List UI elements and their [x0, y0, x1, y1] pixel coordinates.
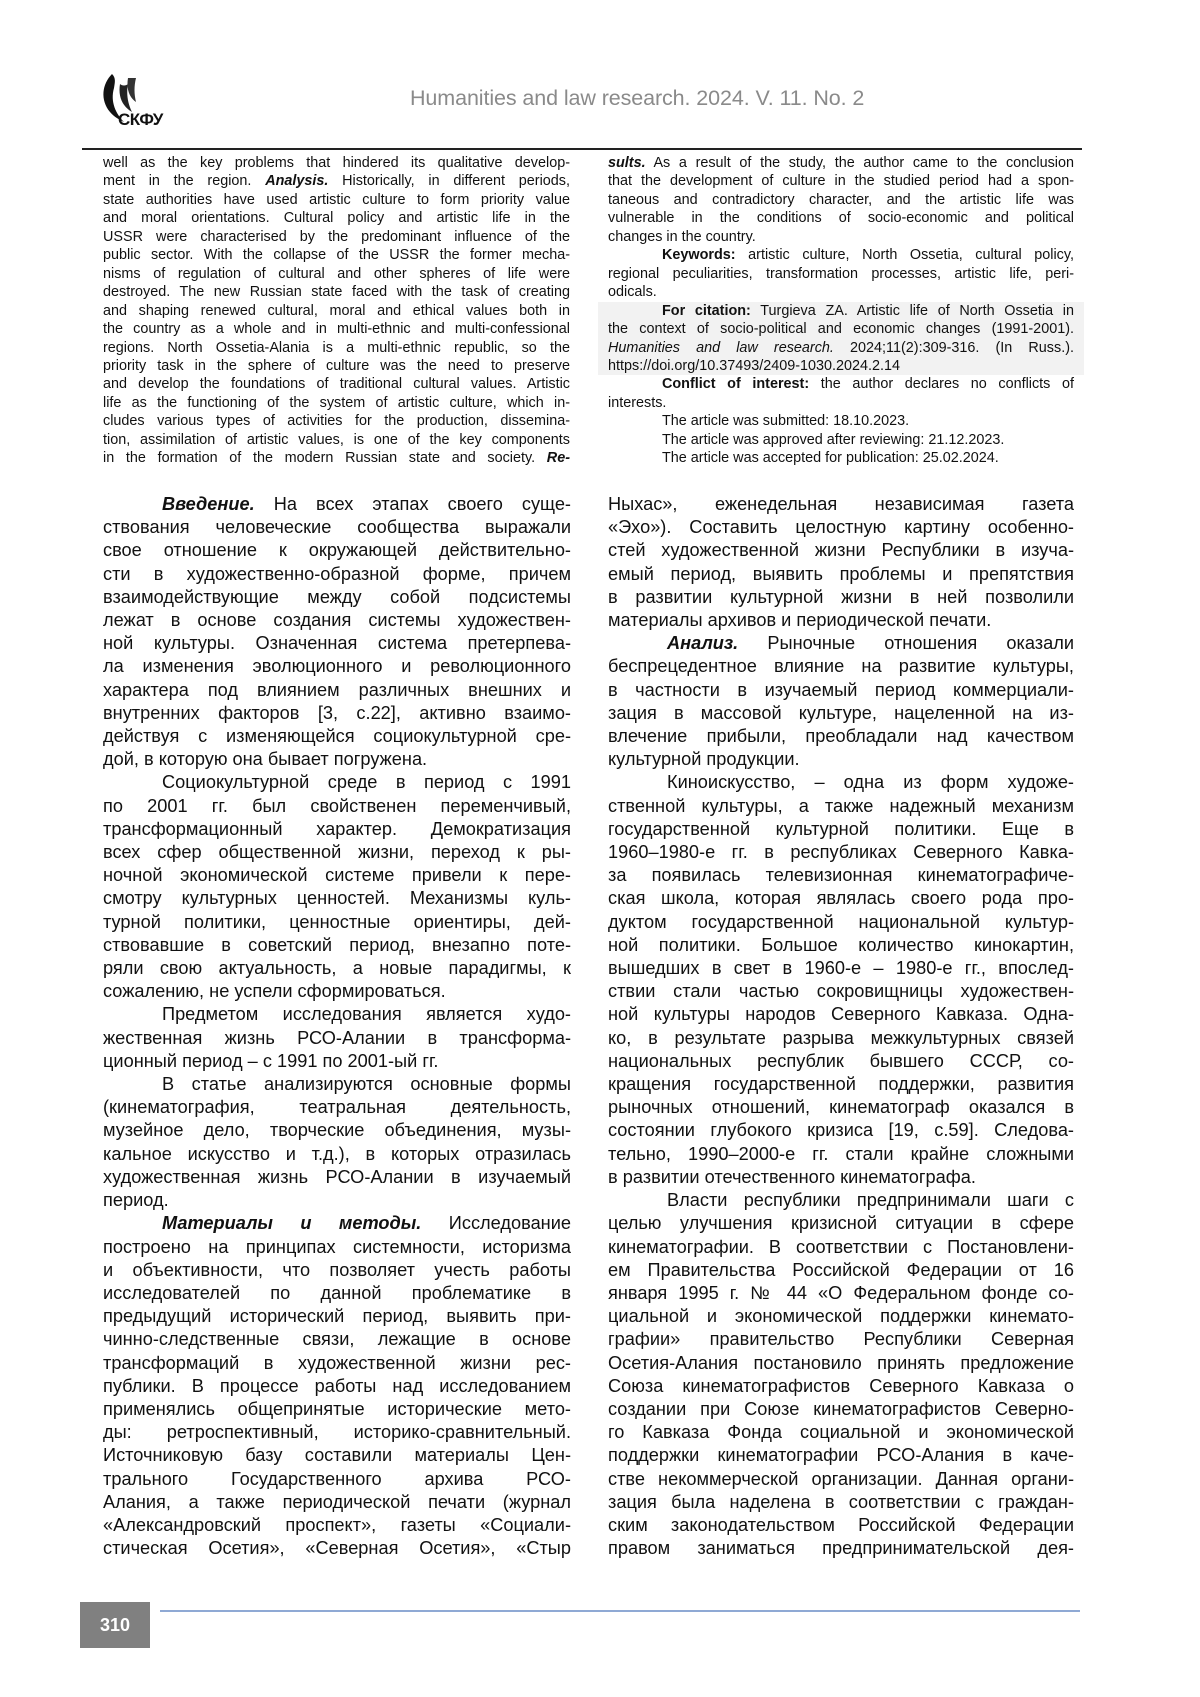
text-line: interests.	[608, 394, 1074, 412]
text-line: ной культуры. Означенная система претерпева-	[103, 632, 571, 655]
text-line: The article was submitted: 18.10.2023.	[608, 412, 1074, 430]
text-line: state authorities have used artistic culture to form priority value	[103, 191, 570, 209]
text-line: Источниковую базу составили материалы Цен-	[103, 1444, 571, 1467]
paragraph	[608, 1189, 1074, 1560]
text-line: влечение прибыли, преобладали над качеством	[608, 725, 1074, 748]
text-line: государственной культурной политики. Еще в	[608, 818, 1074, 841]
text-line: ко, в результате разрыва межкультурных связей	[608, 1027, 1074, 1050]
text-line: циальной и экономической поддержки кинемато-	[608, 1305, 1074, 1328]
text-line: предыдущий исторический период, выявить при-	[103, 1305, 571, 1328]
text-line: vulnerable in the conditions of socio-economic and political	[608, 209, 1074, 227]
text-line: емый период, выявить проблемы и препятствия	[608, 563, 1074, 586]
header-divider	[82, 148, 1082, 150]
text-line: ла изменения эволюционного и революционного	[103, 655, 571, 678]
text-line: priority task in the sphere of culture was the need to preserve	[103, 357, 570, 375]
text-line: материалы архивов и периодической печати.	[608, 609, 1074, 632]
paragraph	[103, 771, 571, 1003]
text-line: Предметом исследования является худо-	[103, 1003, 571, 1026]
text-line: «Эхо»). Составить целостную картину особенно-	[608, 516, 1074, 539]
paragraph	[608, 632, 1074, 771]
text-line: that the development of culture in the studied period had a spon-	[608, 172, 1074, 190]
paragraph	[103, 493, 571, 771]
text-line: состоянии глубокого кризиса [19, с.59]. Следова-	[608, 1119, 1074, 1142]
paragraph	[608, 375, 1074, 412]
paragraph	[608, 246, 1074, 301]
bold-heading: Материалы и методы.	[162, 1213, 421, 1233]
text-line: cludes various types of activities for the production, dissemina-	[103, 412, 570, 430]
text-line: taneous and contradictory character, and the artistic life was	[608, 191, 1074, 209]
text-line: публики. В процессе работы над исследованием	[103, 1375, 571, 1398]
text-line: зация была наделена в соответствии с граждан-	[608, 1491, 1074, 1514]
text-line: ствии стали частью сокровищницы художествен-	[608, 980, 1074, 1003]
text-line: культурной продукции.	[608, 748, 1074, 771]
body-right-column	[608, 493, 1074, 1560]
text-line: ной культуры народов Северного Кавказа. Одна-	[608, 1003, 1074, 1026]
text-line: национальных республик бывшего СССР, со-	[608, 1050, 1074, 1073]
body-left-column	[103, 493, 571, 1560]
text-line: ряли свою актуальность, а новые парадигмы, к	[103, 957, 571, 980]
text-line: кинематографии. В соответствии с Постановлени-	[608, 1236, 1074, 1259]
text-line: внутренних факторов [3, с.22], активно взаимо-	[103, 702, 571, 725]
text-line: ment in the region. Analysis. Historically, in different periods,	[103, 172, 570, 190]
text-line: sults. As a result of the study, the author came to the conclusion	[608, 154, 1074, 172]
text-line: января 1995 г. № 44 «О Федеральном фонде со-	[608, 1282, 1074, 1305]
text-line: «Александровский проспект», газеты «Социали-	[103, 1514, 571, 1537]
text-line: Ныхас», еженедельная независимая газета	[608, 493, 1074, 516]
text-line: свое отношение к окружающей действительно-	[103, 539, 571, 562]
text-line: Алания, а также периодической печати (журнал	[103, 1491, 571, 1514]
text-line: характера под влиянием различных внешних и	[103, 679, 571, 702]
text-line: changes in the country.	[608, 228, 1074, 246]
text-line: destroyed. The new Russian state faced with the task of creating	[103, 283, 570, 301]
text-line: tion, assimilation of artistic values, is one of the key components	[103, 431, 570, 449]
text-line: стве некоммерческой организации. Данная органи-	[608, 1468, 1074, 1491]
text-line: и объективности, что позволяет учесть работы	[103, 1259, 571, 1282]
abstract-left-column	[103, 154, 570, 468]
text-line: взаимодействующие между собой подсистемы	[103, 586, 571, 609]
text-line: создании при Союзе кинематографистов Северно-	[608, 1398, 1074, 1421]
footer-divider	[160, 1610, 1080, 1612]
text-line: Conflict of interest: the author declares no conflicts of	[608, 375, 1074, 393]
text-line: дуктом государственной национальной культур-	[608, 911, 1074, 934]
text-line: odicals.	[608, 283, 1074, 301]
text-line: ем Правительства Российской Федерации от 16	[608, 1259, 1074, 1282]
text-line: правом заниматься предпринимательской дея-	[608, 1537, 1074, 1560]
bold-heading: Введение.	[162, 494, 255, 514]
text-line: тельно, 1990–2000-е гг. стали крайне сложными	[608, 1143, 1074, 1166]
paragraph	[103, 154, 570, 468]
text-line: действуя с изменяющейся социокультурной сре-	[103, 725, 571, 748]
text-line: Humanities and law research. 2024;11(2):309-316. (In Russ.).	[608, 339, 1074, 357]
text-line: стей художественной жизни Республики в изуча-	[608, 539, 1074, 562]
paragraph	[103, 1003, 571, 1073]
bold-heading: Re-	[547, 450, 570, 466]
text-line: турной политики, ценностные ориентиры, дей-	[103, 911, 571, 934]
text-line: Материалы и методы. Исследование	[103, 1212, 571, 1235]
text-line: поддержки кинематографии РСО-Алания в каче-	[608, 1444, 1074, 1467]
text-line: исследователей по данной проблематике в	[103, 1282, 571, 1305]
text-line: regions. North Ossetia-Alania is a multi-ethnic republic, so the	[103, 339, 570, 357]
text-line: ционный период – с 1991 по 2001-ый гг.	[103, 1050, 571, 1073]
citation-paragraph	[598, 302, 1084, 376]
text-line: life as the functioning of the system of artistic culture, which in-	[103, 394, 570, 412]
text-line: ды: ретроспективный, историко-сравнительный.	[103, 1421, 571, 1444]
text-line: трансформаций в художественной жизни рес-	[103, 1352, 571, 1375]
text-line: ной политики. Большое количество кинокартин,	[608, 934, 1074, 957]
text-line: жественная жизнь РСО-Алании в трансформа-	[103, 1027, 571, 1050]
page-number: 310	[80, 1602, 150, 1648]
text-line: го Кавказа Фонда социальной и экономической	[608, 1421, 1074, 1444]
paragraph	[103, 1212, 571, 1560]
text-line: трансформационный характер. Демократизация	[103, 818, 571, 841]
text-line: за появилась телевизионная кинематографиче-	[608, 864, 1074, 887]
text-line: зация в массовой культуре, нацеленной на из-	[608, 702, 1074, 725]
text-line: nisms of regulation of cultural and other spheres of life were	[103, 265, 570, 283]
text-line: USSR were characterised by the predominant influence of the	[103, 228, 570, 246]
text-line: the country as a whole and in multi-ethnic and multi-confessional	[103, 320, 570, 338]
text-line: ственной культуры, а также надежный механизм	[608, 795, 1074, 818]
text-line: В статье анализируются основные формы	[103, 1073, 571, 1096]
bold-heading: Analysis.	[265, 173, 328, 189]
text-line: The article was approved after reviewing: 21.12.2023.	[608, 431, 1074, 449]
text-line: ночной экономической системе привели к пере-	[103, 864, 571, 887]
text-line: смотру культурных ценностей. Механизмы куль-	[103, 887, 571, 910]
text-line: and moral orientations. Cultural policy and artistic life in the	[103, 209, 570, 227]
text-line: Киноискусство, – одна из форм художе-	[608, 771, 1074, 794]
italic-text: Humanities and law research.	[608, 340, 834, 356]
bold-heading: Conflict of interest:	[662, 376, 809, 392]
text-line: 1960–1980-е гг. в республиках Северного Кавка-	[608, 841, 1074, 864]
text-line: public sector. With the collapse of the USSR the former mecha-	[103, 246, 570, 264]
text-line: Социокультурной среде в период с 1991	[103, 771, 571, 794]
text-line: всех сфер общественной жизни, переход к ры-	[103, 841, 571, 864]
text-line: художественная жизнь РСО-Алании в изучаемый	[103, 1166, 571, 1189]
text-line: and shaping renewed cultural, moral and ethical values both in	[103, 302, 570, 320]
text-line: ствовавшие в советский период, внезапно поте-	[103, 934, 571, 957]
text-line: regional peculiarities, transformation processes, artistic life, peri-	[608, 265, 1074, 283]
journal-title: Humanities and law research. 2024. V. 11. No. 2	[410, 86, 864, 111]
text-line: рыночных отношений, кинематограф оказался в	[608, 1096, 1074, 1119]
text-line: чинно-следственные связи, лежащие в основе	[103, 1328, 571, 1351]
text-line: в частности в изучаемый период коммерциали-	[608, 679, 1074, 702]
text-line: the context of socio-political and economic changes (1991-2001).	[608, 320, 1074, 338]
paragraph	[608, 771, 1074, 1189]
abstract-right-column	[608, 154, 1074, 468]
text-line: For citation: Turgieva ZA. Artistic life of North Ossetia in	[608, 302, 1074, 320]
bold-heading: Анализ.	[667, 633, 738, 653]
bold-heading: sults.	[608, 155, 646, 171]
text-line: по 2001 гг. был свойственен переменчивый,	[103, 795, 571, 818]
text-line: (кинематография, театральная деятельность,	[103, 1096, 571, 1119]
text-line: сти в художественно-образной форме, причем	[103, 563, 571, 586]
text-line: https://doi.org/10.37493/2409-1030.2024.2.14	[608, 357, 1074, 375]
paragraph	[103, 1073, 571, 1212]
text-line: графии» правительство Республики Северная	[608, 1328, 1074, 1351]
text-line: Осетия-Алания постановило принять предложение	[608, 1352, 1074, 1375]
logo-text: СКФУ	[118, 110, 163, 130]
text-line: в развитии отечественного кинематографа.	[608, 1166, 1074, 1189]
text-line: кальное искусство и т.д.), в которых отразилась	[103, 1143, 571, 1166]
text-line: Анализ. Рыночные отношения оказали	[608, 632, 1074, 655]
text-line: применялись общепринятые исторические мето-	[103, 1398, 571, 1421]
text-line: Keywords: artistic culture, North Ossetia, cultural policy,	[608, 246, 1074, 264]
text-line: период.	[103, 1189, 571, 1212]
text-line: беспрецедентное влияние на развитие культуры,	[608, 655, 1074, 678]
paragraph	[608, 154, 1074, 246]
bold-heading: Keywords:	[662, 247, 736, 263]
text-line: вышедших в свет в 1960-е – 1980-е гг., впослед-	[608, 957, 1074, 980]
text-line: Власти республики предпринимали шаги с	[608, 1189, 1074, 1212]
text-line: построено на принципах системности, историзма	[103, 1236, 571, 1259]
text-line: The article was accepted for publication: 25.02.2024.	[608, 449, 1074, 467]
text-line: well as the key problems that hindered its qualitative develop-	[103, 154, 570, 172]
text-line: ствования человеческие сообщества выражали	[103, 516, 571, 539]
text-line: in the formation of the modern Russian state and society. Re-	[103, 449, 570, 467]
paragraph	[608, 493, 1074, 632]
text-line: Введение. На всех этапах своего суще-	[103, 493, 571, 516]
text-line: дой, в которую она бывает погружена.	[103, 748, 571, 771]
bold-heading: For citation:	[662, 303, 751, 319]
text-line: лежат в основе создания системы художествен-	[103, 609, 571, 632]
text-line: кращения государственной поддержки, развития	[608, 1073, 1074, 1096]
text-line: Союза кинематографистов Северного Кавказа о	[608, 1375, 1074, 1398]
text-line: and develop the foundations of traditional cultural values. Artistic	[103, 375, 570, 393]
text-line: трального Государственного архива РСО-	[103, 1468, 571, 1491]
text-line: в развитии культурной жизни в ней позволили	[608, 586, 1074, 609]
text-line: стическая Осетия», «Северная Осетия», «Стыр	[103, 1537, 571, 1560]
text-line: музейное дело, творческие объединения, музы-	[103, 1119, 571, 1142]
text-line: ская школа, которая являлась своего рода про-	[608, 887, 1074, 910]
paragraph	[608, 412, 1074, 467]
text-line: сожалению, не успели сформироваться.	[103, 980, 571, 1003]
text-line: целью улучшения кризисной ситуации в сфере	[608, 1212, 1074, 1235]
text-line: ским законодательством Российской Федерации	[608, 1514, 1074, 1537]
